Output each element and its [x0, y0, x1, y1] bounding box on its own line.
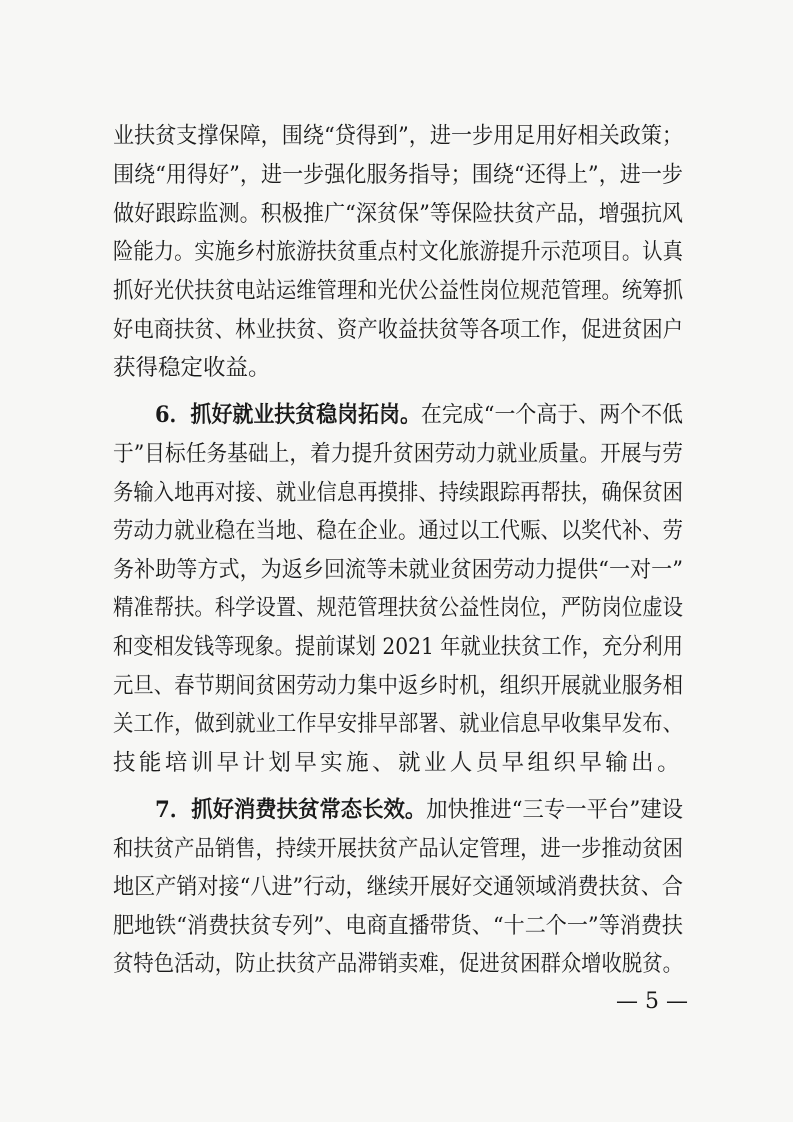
text-line: 和扶贫产品销售，持续开展扶贫产品认定管理，进一步推动贫困 [113, 836, 683, 862]
text-line: 元旦、春节期间贫困劳动力集中返乡时机，组织开展就业服务相 [113, 673, 683, 699]
text-line: 围绕“用得好”，进一步强化服务指导；围绕“还得上”，进一步 [113, 162, 683, 188]
text-line: 于”目标任务基础上，着力提升贫困劳动力就业质量。开展与劳 [113, 441, 683, 467]
section-6-first-line [155, 397, 683, 429]
text-line: 劳动力就业稳在当地、稳在企业。通过以工代赈、以奖代补、劳 [113, 518, 683, 544]
text-line: 务输入地再对接、就业信息再摸排、持续跟踪再帮扶，确保贫困 [113, 480, 683, 506]
text-line: 险能力。实施乡村旅游扶贫重点村文化旅游提升示范项目。认真 [113, 239, 683, 265]
text-line: 和变相发钱等现象。提前谋划 2021 年就业扶贫工作，充分利用 [113, 634, 683, 660]
text-line: 技能培训早计划早实施、就业人员早组织早输出。 [113, 750, 683, 776]
section-7-first-line [155, 792, 683, 824]
text-line: 贫特色活动，防止扶贫产品滞销卖难，促进贫困群众增收脱贫。 [113, 951, 683, 977]
text-line: 务补助等方式，为返乡回流等未就业贫困劳动力提供“一对一” [113, 557, 684, 583]
section-7-first-line-text: 加快推进“三专一平台”建设 [426, 797, 683, 823]
text-line: 肥地铁“消费扶贫专列”、电商直播带货、“十二个一”等消费扶 [113, 913, 683, 939]
section-6-first-line-text: 在完成“一个高于、两个不低 [420, 402, 683, 428]
page-number: — 5 — [616, 989, 688, 1014]
text-line: 做好跟踪监测。积极推广“深贫保”等保险扶贫产品，增强抗风 [113, 201, 684, 227]
text-line: 业扶贫支撑保障，围绕“贷得到”，进一步用足用好相关政策； [113, 123, 684, 149]
text-line: 关工作，做到就业工作早安排早部署、就业信息早收集早发布、 [113, 711, 683, 737]
section-7-heading: 7．抓好消费扶贫常态长效。 [155, 797, 427, 823]
section-6-heading: 6．抓好就业扶贫稳岗拓岗。 [155, 402, 421, 428]
text-line: 好电商扶贫、林业扶贫、资产收益扶贫等各项工作，促进贫困户 [113, 317, 683, 343]
text-line: 抓好光伏扶贫电站运维管理和光伏公益性岗位规范管理。统筹抓 [113, 278, 683, 304]
text-line: 精准帮扶。科学设置、规范管理扶贫公益性岗位，严防岗位虚设 [113, 595, 683, 621]
text-line: 地区产销对接“八进”行动，继续开展好交通领域消费扶贫、合 [113, 874, 684, 900]
text-line: 获得稳定收益。 [113, 355, 271, 381]
